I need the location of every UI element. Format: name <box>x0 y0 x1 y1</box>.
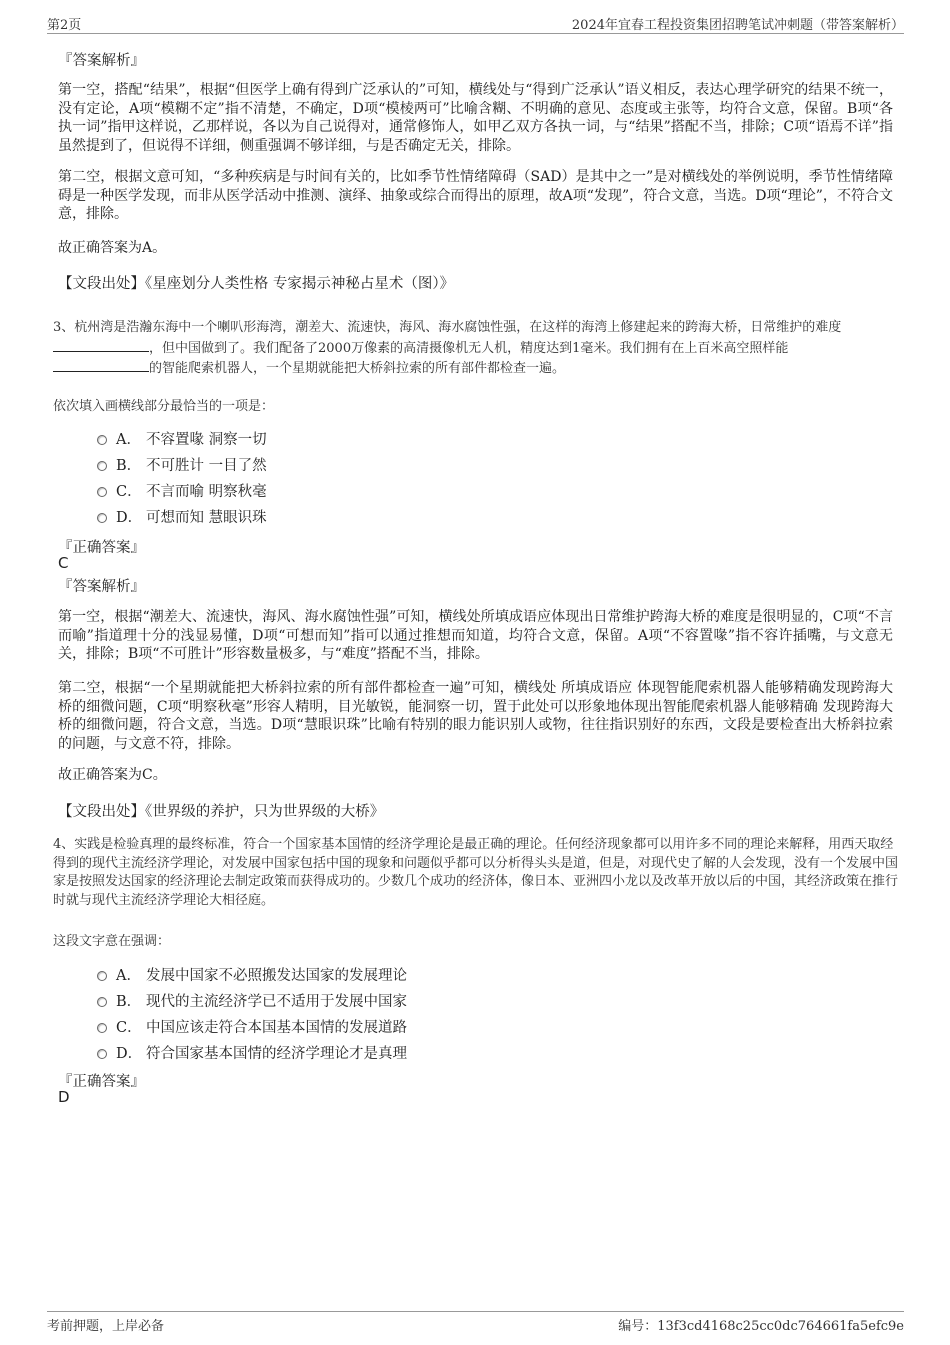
page-footer <box>47 1311 904 1333</box>
radio-button-icon[interactable] <box>97 435 107 445</box>
option-text: 发展中国家不必照搬发达国家的发展理论 <box>146 967 407 984</box>
question-4-prompt: 这段文字意在强调： <box>53 934 171 949</box>
page-number: 第2页 <box>47 18 82 33</box>
question-3-stem-part-3: 的智能爬索机器人，一个星期就能把大桥斜拉索的所有部件都检查一遍。 <box>149 361 566 376</box>
document-serial: 编号：13f3cd4168c25cc0dc764661fa5efc9e <box>618 1319 904 1334</box>
correct-answer-label: 『正确答案』 <box>58 540 145 556</box>
question-4-option-d[interactable] <box>97 1042 407 1062</box>
option-key: D． <box>116 509 143 526</box>
option-text: 不容置喙 洞察一切 <box>146 431 267 448</box>
radio-button-icon[interactable] <box>97 1023 107 1033</box>
option-text: 不言而喻 明察秋毫 <box>146 483 267 500</box>
question-3-stem-part-1: 3、杭州湾是浩瀚东海中一个喇叭形海湾，潮差大、流速快，海风、海水腐蚀性强，在这样的海湾上修建起来的跨海大桥，日常维护的难度 <box>53 320 842 335</box>
option-key: A． <box>116 431 141 448</box>
analysis-conclusion: 故正确答案为A。 <box>58 240 167 256</box>
question-4-option-a[interactable] <box>97 964 407 984</box>
analysis-paragraph-1: 第一空，根据“潮差大、流速快，海风、海水腐蚀性强”可知，横线处所填成语应体现出日常维护跨海大桥的难度是很明显的，C项“不言而喻”指道理十分的浅显易懂，D项“可想而知”指可以通过推想而知道，均符合文意，保留。A项“不容置喙”指不容许插嘴，与文意无关，排除；B项“不可胜计”形容数量极多，与“难度”搭配不当，排除。 <box>58 609 893 662</box>
question-4-option-c[interactable] <box>97 1016 407 1036</box>
document-title: 2024年宜春工程投资集团招聘笔试冲刺题（带答案解析） <box>571 18 904 33</box>
question-3-option-c[interactable] <box>97 480 267 500</box>
option-key: B． <box>116 457 142 474</box>
fill-blank-2 <box>53 358 149 372</box>
option-text: 现代的主流经济学已不适用于发展中国家 <box>146 993 407 1010</box>
correct-answer: D <box>58 1088 70 1106</box>
footer-slogan: 考前押题，上岸必备 <box>47 1319 165 1334</box>
radio-button-icon[interactable] <box>97 513 107 523</box>
question-3-stem-part-2: ，但中国做到了。我们配备了2000万像素的高清摄像机无人机，精度达到1毫米。我们拥有在上百米高空照样能 <box>149 340 789 356</box>
passage-source: 【文段出处】《世界级的养护，只为世界级的大桥》 <box>58 804 385 820</box>
question-4-stem: 4、实践是检验真理的最终标准，符合一个国家基本国情的经济学理论是最正确的理论。任何经济现象都可以用许多不同的理论来解释，用西天取经得到的现代主流经济学理论，对发展中国家包括中国的现象和问题似乎都可以分析得头头是道，但是，对现代史了解的人会发现，没有一个发展中国家是按照发达国家的经济理论去制定政策而获得成功的。少数几个成功的经济体，像日本、亚洲四小龙以及改革开放以后的中国，其经济政策在推行时就与现代主流经济学理论大相径庭。 <box>53 837 899 908</box>
radio-button-icon[interactable] <box>97 971 107 981</box>
radio-button-icon[interactable] <box>97 461 107 471</box>
option-key: B． <box>116 993 142 1010</box>
option-key: C． <box>116 483 142 500</box>
correct-answer: C <box>58 554 69 572</box>
analysis-paragraph-2: 第二空，根据文意可知，“多种疾病是与时间有关的，比如季节性情绪障碍（SAD）是其中之一”是对横线处的举例说明，季节性情绪障碍是一种医学发现，而非从医学活动中推测、演绎、抽象或综合而得出的原理，故A项“发现”，符合文意，当选。D项“理论”，不符合文意，排除。 <box>58 169 893 222</box>
question-3-option-b[interactable] <box>97 454 267 474</box>
passage-source: 【文段出处】《星座划分人类性格 专家揭示神秘占星术（图）》 <box>58 276 455 292</box>
option-text: 中国应该走符合本国基本国情的发展道路 <box>146 1019 407 1036</box>
question-3-stem <box>53 319 903 379</box>
radio-button-icon[interactable] <box>97 1049 107 1059</box>
fill-blank-1 <box>53 338 149 352</box>
page-header <box>47 12 904 34</box>
question-3-option-d[interactable] <box>97 506 267 526</box>
correct-answer-label: 『正确答案』 <box>58 1074 145 1090</box>
analysis-paragraph-2: 第二空，根据“一个星期就能把大桥斜拉索的所有部件都检查一遍”可知，横线处 所填成语应 体现智能爬索机器人能够精确发现跨海大桥的细微问题，C项“明察秋毫”形容人精明，目光敏锐，能洞察一切，置于此处可以形象地体现出智能爬索机器人能够精确 发现跨海大桥的细微问题，符合文意，当选。D项“慧眼识珠”比喻有特别的眼力能识别人或物，往往指识别好的东西，文段是要检查出大桥斜拉索的问题，与文意不符，排除。 <box>58 680 893 752</box>
option-text: 可想而知 慧眼识珠 <box>146 509 267 526</box>
analysis-conclusion: 故正确答案为C。 <box>58 767 167 783</box>
radio-button-icon[interactable] <box>97 997 107 1007</box>
option-key: D． <box>116 1045 143 1062</box>
option-text: 不可胜计 一目了然 <box>146 457 267 474</box>
question-4-option-b[interactable] <box>97 990 407 1010</box>
radio-button-icon[interactable] <box>97 487 107 497</box>
question-3-option-a[interactable] <box>97 428 267 448</box>
question-3-prompt: 依次填入画横线部分最恰当的一项是： <box>53 399 275 414</box>
analysis-label: 『答案解析』 <box>58 53 145 69</box>
option-key: A． <box>116 967 141 984</box>
option-key: C． <box>116 1019 142 1036</box>
option-text: 符合国家基本国情的经济学理论才是真理 <box>146 1045 407 1062</box>
analysis-paragraph-1: 第一空，搭配“结果”，根据“但医学上确有得到广泛承认的”可知，横线处与“得到广泛承认”语义相反，表达心理学研究的结果不统一，没有定论，A项“模糊不定”指不清楚，不确定，D项“模棱两可”比喻含糊、不明确的意见、态度或主张等，均符合文意，保留。B项“各执一词”指甲这样说，乙那样说，各以为自己说得对，通常修饰人，如甲乙双方各执一词，与“结果”搭配不当，排除；C项“语焉不详”指虽然提到了，但说得不详细，侧重强调不够详细，与是否确定无关，排除。 <box>58 82 893 154</box>
analysis-label: 『答案解析』 <box>58 579 145 595</box>
